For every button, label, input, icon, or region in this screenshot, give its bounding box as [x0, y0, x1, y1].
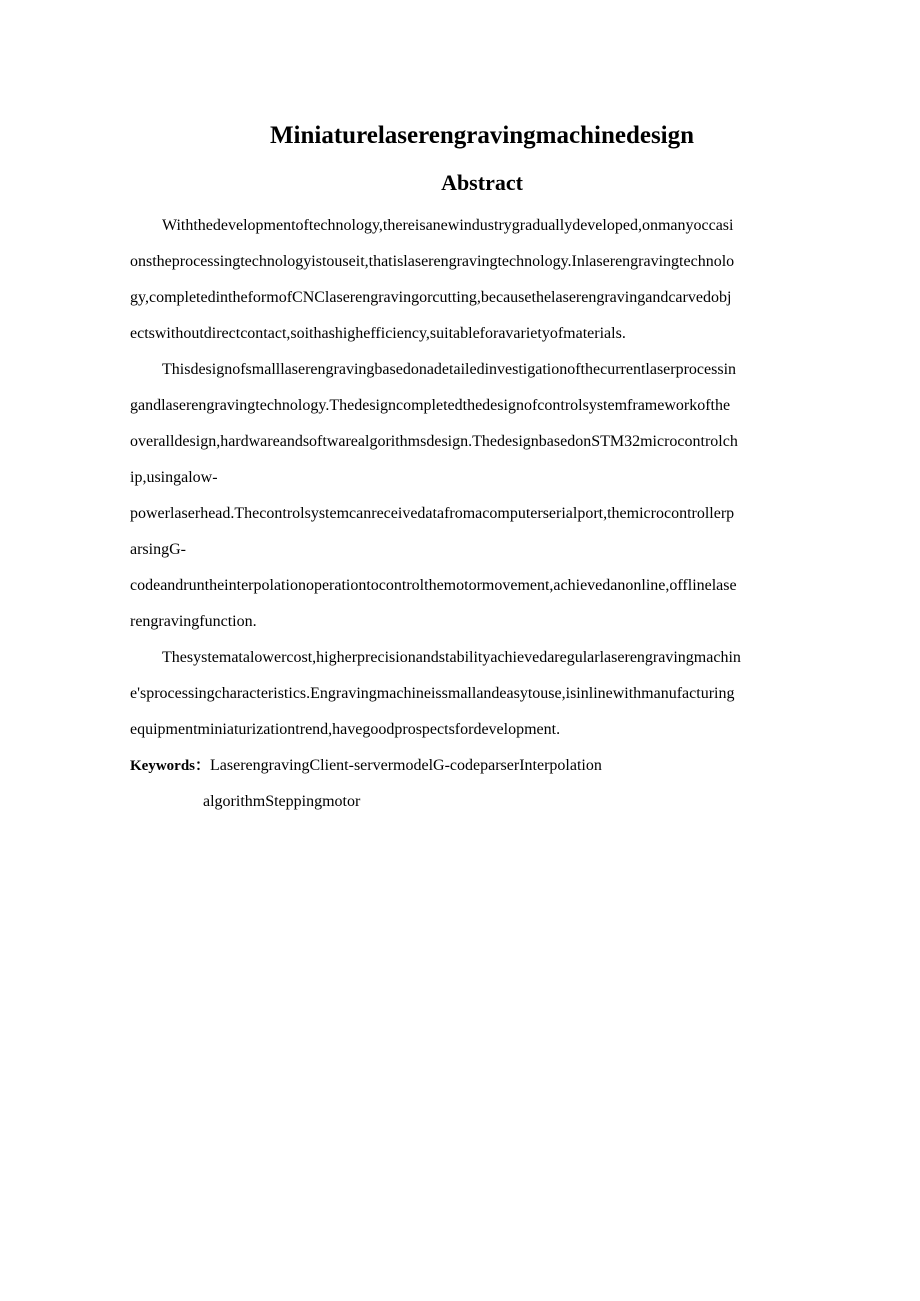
keywords-line-2: algorithmSteppingmotor: [203, 793, 361, 810]
paragraph-line: rengravingfunction.: [130, 613, 257, 630]
keywords-line-1: [130, 748, 840, 784]
abstract-heading: Abstract: [441, 170, 523, 195]
paragraph-line: codeandruntheinterpolationoperationtocontrolthemotormovement,achievedanonline,offlinelase: [130, 577, 737, 594]
paragraph-line: Withthedevelopmentoftechnology,thereisanewindustrygraduallydeveloped,onmanyoccasi: [162, 217, 734, 234]
paragraph-line: Thisdesignofsmalllaserengravingbasedonadetailedinvestigationofthecurrentlaserprocessin: [162, 361, 737, 378]
abstract-body: [130, 208, 840, 820]
paragraph-line: e'sprocessingcharacteristics.Engravingmachineissmallandeasytouse,isinlinewithmanufacturing: [130, 685, 735, 702]
paragraph-line: gandlaserengravingtechnology.Thedesigncompletedthedesignofcontrolsystemframeworkofthe: [130, 397, 731, 414]
abstract-paragraph-1: [130, 208, 840, 352]
paragraph-line: gy,completedintheformofCNClaserengravingorcutting,becausethelaserengravingandcarvedobj: [130, 289, 732, 306]
paragraph-line: ip,usingalow-: [130, 469, 218, 486]
abstract-paragraph-2: [130, 352, 840, 640]
abstract-paragraph-3: [130, 640, 840, 748]
paragraph-line: overalldesign,hardwareandsoftwarealgorithmsdesign.ThedesignbasedonSTM32microcontrolch: [130, 433, 738, 450]
keywords-text: LaserengravingClient-servermodelG-codeparserInterpolation: [210, 757, 602, 774]
paragraph-line: onstheprocessingtechnologyistouseit,thatislaserengravingtechnology.Inlaserengravingtechnolo: [130, 253, 735, 270]
paragraph-line: equipmentminiaturizationtrend,havegoodprospectsfordevelopment.: [130, 721, 561, 738]
paragraph-line: powerlaserhead.Thecontrolsystemcanreceivedatafromacomputerserialport,themicrocontrollerp: [130, 505, 735, 522]
paragraph-line: Thesystematalowercost,higherprecisionandstabilityachievedaregularlaserengravingmachin: [162, 649, 741, 666]
paragraph-line: ectswithoutdirectcontact,soithashighefficiency,suitableforavarietyofmaterials.: [130, 325, 626, 342]
paragraph-line: arsingG-: [130, 541, 186, 558]
keywords-label: Keywords：: [130, 758, 210, 774]
document-title: Miniaturelaserengravingmachinedesign: [269, 122, 695, 149]
